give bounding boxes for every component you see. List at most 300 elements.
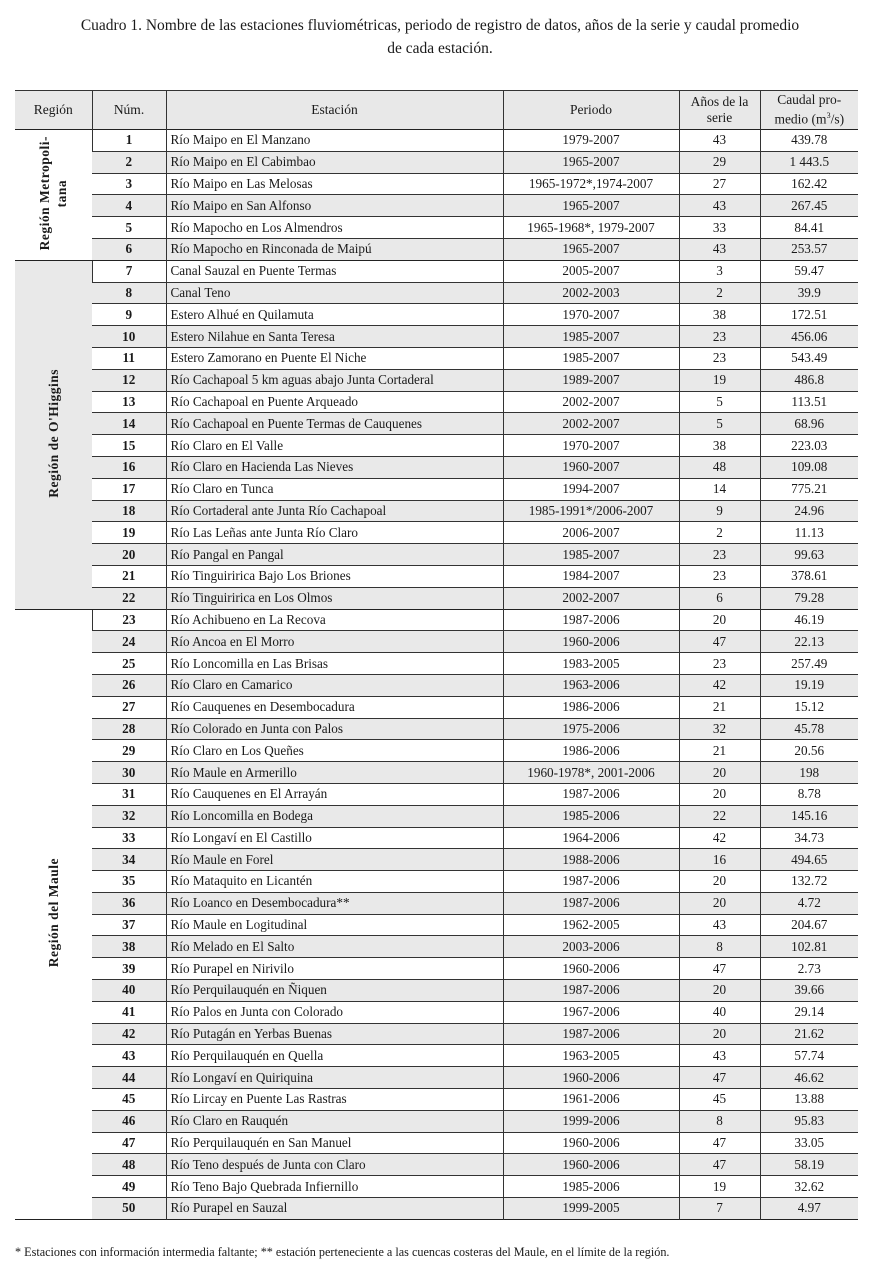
- cell-anos: 6: [679, 587, 760, 609]
- cell-estacion: Río Longaví en Quiriquina: [166, 1067, 503, 1089]
- cell-periodo: 1960-1978*, 2001-2006: [503, 762, 679, 784]
- cell-estacion: Río Cauquenes en Desembocadura: [166, 696, 503, 718]
- cell-periodo: 1999-2006: [503, 1110, 679, 1132]
- table-row: [15, 1045, 858, 1067]
- cell-caudal: 253.57: [760, 238, 858, 260]
- table-row: [15, 1198, 858, 1220]
- table-row: [15, 217, 858, 239]
- cell-anos: 2: [679, 522, 760, 544]
- cell-num: 10: [92, 326, 166, 348]
- header-estacion: Estación: [166, 91, 503, 130]
- table-row: [15, 456, 858, 478]
- cell-estacion: Río Mapocho en Los Almendros: [166, 217, 503, 239]
- cell-estacion: Río Maipo en El Cabimbao: [166, 151, 503, 173]
- cell-estacion: Río Teno después de Junta con Claro: [166, 1154, 503, 1176]
- cell-caudal: 46.19: [760, 609, 858, 631]
- cell-num: 20: [92, 544, 166, 566]
- cell-estacion: Río Cachapoal en Puente Arqueado: [166, 391, 503, 413]
- cell-periodo: 1985-1991*/2006-2007: [503, 500, 679, 522]
- cell-anos: 45: [679, 1089, 760, 1111]
- table-header-row: [15, 91, 858, 130]
- table-row: [15, 347, 858, 369]
- cell-caudal: 8.78: [760, 783, 858, 805]
- cell-estacion: Río Maipo en San Alfonso: [166, 195, 503, 217]
- cell-anos: 3: [679, 260, 760, 282]
- cell-anos: 47: [679, 1132, 760, 1154]
- cell-estacion: Estero Zamorano en Puente El Niche: [166, 347, 503, 369]
- cell-estacion: Río Las Leñas ante Junta Río Claro: [166, 522, 503, 544]
- cell-anos: 20: [679, 783, 760, 805]
- header-periodo: Periodo: [503, 91, 679, 130]
- cell-periodo: 1975-2006: [503, 718, 679, 740]
- cell-anos: 19: [679, 1176, 760, 1198]
- table-row: [15, 718, 858, 740]
- cell-anos: 47: [679, 1067, 760, 1089]
- cell-caudal: 33.05: [760, 1132, 858, 1154]
- cell-num: 42: [92, 1023, 166, 1045]
- cell-periodo: 1987-2006: [503, 871, 679, 893]
- cell-anos: 21: [679, 696, 760, 718]
- cell-periodo: 1989-2007: [503, 369, 679, 391]
- cell-anos: 40: [679, 1001, 760, 1023]
- cell-estacion: Río Tinguiririca Bajo Los Briones: [166, 565, 503, 587]
- table-row: [15, 762, 858, 784]
- cell-anos: 23: [679, 544, 760, 566]
- cell-anos: 20: [679, 980, 760, 1002]
- cell-num: 18: [92, 500, 166, 522]
- cell-estacion: Estero Nilahue en Santa Teresa: [166, 326, 503, 348]
- cell-num: 45: [92, 1089, 166, 1111]
- cell-num: 35: [92, 871, 166, 893]
- table-row: [15, 522, 858, 544]
- cell-estacion: Río Maipo en Las Melosas: [166, 173, 503, 195]
- cell-periodo: 1961-2006: [503, 1089, 679, 1111]
- cell-periodo: 1964-2006: [503, 827, 679, 849]
- table-row: [15, 1089, 858, 1111]
- cell-anos: 20: [679, 609, 760, 631]
- cell-num: 6: [92, 238, 166, 260]
- cell-num: 44: [92, 1067, 166, 1089]
- cell-caudal: 19.19: [760, 674, 858, 696]
- cell-anos: 22: [679, 805, 760, 827]
- cell-num: 46: [92, 1110, 166, 1132]
- table-row: [15, 653, 858, 675]
- cell-anos: 5: [679, 413, 760, 435]
- cell-periodo: 1987-2006: [503, 783, 679, 805]
- cell-periodo: 2002-2003: [503, 282, 679, 304]
- cell-estacion: Río Cauquenes en El Arrayán: [166, 783, 503, 805]
- cell-periodo: 1988-2006: [503, 849, 679, 871]
- cell-estacion: Río Melado en El Salto: [166, 936, 503, 958]
- cell-caudal: 172.51: [760, 304, 858, 326]
- cell-estacion: Río Claro en Los Queñes: [166, 740, 503, 762]
- cell-periodo: 1965-2007: [503, 238, 679, 260]
- cell-num: 32: [92, 805, 166, 827]
- cell-anos: 2: [679, 282, 760, 304]
- cell-num: 23: [92, 609, 166, 631]
- cell-estacion: Río Cortaderal ante Junta Río Cachapoal: [166, 500, 503, 522]
- cell-caudal: 39.66: [760, 980, 858, 1002]
- cell-anos: 23: [679, 565, 760, 587]
- cell-caudal: 29.14: [760, 1001, 858, 1023]
- cell-periodo: 1986-2006: [503, 696, 679, 718]
- cell-num: 30: [92, 762, 166, 784]
- cell-caudal: 99.63: [760, 544, 858, 566]
- region-cell: [15, 130, 92, 261]
- table-row: [15, 805, 858, 827]
- cell-caudal: 57.74: [760, 1045, 858, 1067]
- cell-periodo: 2005-2007: [503, 260, 679, 282]
- cell-caudal: 486.8: [760, 369, 858, 391]
- cell-num: 7: [92, 260, 166, 282]
- cell-anos: 19: [679, 369, 760, 391]
- header-caudal: Caudal pro-medio $(m^3/s)$: [760, 91, 858, 130]
- cell-periodo: 2003-2006: [503, 936, 679, 958]
- cell-anos: 43: [679, 130, 760, 152]
- cell-caudal: 15.12: [760, 696, 858, 718]
- region-label: Región de O'Higgins: [45, 368, 61, 498]
- cell-periodo: 1967-2006: [503, 1001, 679, 1023]
- cell-num: 26: [92, 674, 166, 696]
- table-row: [15, 631, 858, 653]
- header-region: Región: [15, 91, 92, 130]
- cell-anos: 20: [679, 762, 760, 784]
- cell-periodo: 1965-1968*, 1979-2007: [503, 217, 679, 239]
- cell-anos: 20: [679, 871, 760, 893]
- cell-periodo: 1987-2006: [503, 609, 679, 631]
- cell-num: 1: [92, 130, 166, 152]
- cell-caudal: 162.42: [760, 173, 858, 195]
- cell-estacion: Río Ancoa en El Morro: [166, 631, 503, 653]
- cell-anos: 47: [679, 631, 760, 653]
- region-label: Región Metropoli- tana: [37, 136, 70, 251]
- cell-anos: 21: [679, 740, 760, 762]
- cell-caudal: 11.13: [760, 522, 858, 544]
- cell-anos: 16: [679, 849, 760, 871]
- cell-num: 5: [92, 217, 166, 239]
- cell-estacion: Río Claro en El Valle: [166, 435, 503, 457]
- cell-caudal: 2.73: [760, 958, 858, 980]
- stations-table: [15, 90, 858, 1220]
- table-row: [15, 369, 858, 391]
- table-row: [15, 1176, 858, 1198]
- cell-anos: 23: [679, 347, 760, 369]
- cell-estacion: Río Cachapoal en Puente Termas de Cauquenes: [166, 413, 503, 435]
- cell-num: 48: [92, 1154, 166, 1176]
- cell-caudal: 204.67: [760, 914, 858, 936]
- table-row: [15, 544, 858, 566]
- cell-periodo: 1965-2007: [503, 195, 679, 217]
- cell-caudal: 68.96: [760, 413, 858, 435]
- table-row: [15, 980, 858, 1002]
- table-row: [15, 565, 858, 587]
- cell-periodo: 2002-2007: [503, 391, 679, 413]
- cell-periodo: 1965-1972*,1974-2007: [503, 173, 679, 195]
- table-row: [15, 391, 858, 413]
- cell-caudal: 102.81: [760, 936, 858, 958]
- cell-periodo: 1962-2005: [503, 914, 679, 936]
- table-row: [15, 238, 858, 260]
- cell-estacion: Río Perquilauquén en Quella: [166, 1045, 503, 1067]
- table-row: [15, 130, 858, 152]
- cell-caudal: 456.06: [760, 326, 858, 348]
- cell-anos: 32: [679, 718, 760, 740]
- table-row: [15, 849, 858, 871]
- caption-line-2: de cada estación.: [387, 40, 493, 57]
- cell-periodo: 1994-2007: [503, 478, 679, 500]
- cell-periodo: 1960-2006: [503, 958, 679, 980]
- cell-periodo: 1985-2006: [503, 1176, 679, 1198]
- table-row: [15, 151, 858, 173]
- cell-anos: 47: [679, 958, 760, 980]
- cell-caudal: 84.41: [760, 217, 858, 239]
- cell-caudal: 20.56: [760, 740, 858, 762]
- cell-num: 36: [92, 892, 166, 914]
- cell-estacion: Río Achibueno en La Recova: [166, 609, 503, 631]
- cell-estacion: Río Perquilauquén en San Manuel: [166, 1132, 503, 1154]
- cell-anos: 48: [679, 456, 760, 478]
- table-row: [15, 740, 858, 762]
- cell-periodo: 1960-2006: [503, 1067, 679, 1089]
- cell-estacion: Río Purapel en Sauzal: [166, 1198, 503, 1220]
- cell-caudal: 39.9: [760, 282, 858, 304]
- cell-periodo: 1965-2007: [503, 151, 679, 173]
- cell-num: 47: [92, 1132, 166, 1154]
- table-row: [15, 173, 858, 195]
- cell-estacion: Río Perquilauquén en Ñiquen: [166, 980, 503, 1002]
- cell-anos: 29: [679, 151, 760, 173]
- header-num: Núm.: [92, 91, 166, 130]
- cell-periodo: 1963-2006: [503, 674, 679, 696]
- cell-estacion: Río Putagán en Yerbas Buenas: [166, 1023, 503, 1045]
- cell-anos: 20: [679, 1023, 760, 1045]
- cell-caudal: 24.96: [760, 500, 858, 522]
- cell-caudal: 4.72: [760, 892, 858, 914]
- cell-estacion: Canal Sauzal en Puente Termas: [166, 260, 503, 282]
- cell-num: 33: [92, 827, 166, 849]
- table-row: [15, 696, 858, 718]
- cell-periodo: 1960-2006: [503, 631, 679, 653]
- cell-caudal: 267.45: [760, 195, 858, 217]
- header-anos: Años de la serie: [679, 91, 760, 130]
- cell-estacion: Río Claro en Hacienda Las Nieves: [166, 456, 503, 478]
- cell-caudal: 45.78: [760, 718, 858, 740]
- table-row: [15, 260, 858, 282]
- cell-anos: 23: [679, 653, 760, 675]
- cell-periodo: 1970-2007: [503, 304, 679, 326]
- cell-num: 41: [92, 1001, 166, 1023]
- cell-periodo: 1985-2006: [503, 805, 679, 827]
- cell-anos: 9: [679, 500, 760, 522]
- cell-estacion: Río Palos en Junta con Colorado: [166, 1001, 503, 1023]
- cell-caudal: 22.13: [760, 631, 858, 653]
- cell-num: 37: [92, 914, 166, 936]
- cell-caudal: 32.62: [760, 1176, 858, 1198]
- cell-num: 49: [92, 1176, 166, 1198]
- cell-caudal: 13.88: [760, 1089, 858, 1111]
- table-row: [15, 674, 858, 696]
- cell-anos: 33: [679, 217, 760, 239]
- table-row: [15, 195, 858, 217]
- cell-num: 14: [92, 413, 166, 435]
- cell-periodo: 1987-2006: [503, 980, 679, 1002]
- table-row: [15, 1023, 858, 1045]
- cell-num: 9: [92, 304, 166, 326]
- cell-anos: 43: [679, 195, 760, 217]
- cell-num: 22: [92, 587, 166, 609]
- cell-caudal: 223.03: [760, 435, 858, 457]
- cell-num: 50: [92, 1198, 166, 1220]
- table-row: [15, 1132, 858, 1154]
- table-row: [15, 500, 858, 522]
- cell-estacion: Río Claro en Camarico: [166, 674, 503, 696]
- table-row: [15, 783, 858, 805]
- cell-caudal: 1 443.5: [760, 151, 858, 173]
- cell-anos: 38: [679, 435, 760, 457]
- cell-caudal: 95.83: [760, 1110, 858, 1132]
- cell-caudal: 198: [760, 762, 858, 784]
- cell-num: 15: [92, 435, 166, 457]
- table-caption: [40, 14, 840, 60]
- cell-periodo: 1985-2007: [503, 326, 679, 348]
- cell-anos: 27: [679, 173, 760, 195]
- cell-caudal: 378.61: [760, 565, 858, 587]
- cell-anos: 8: [679, 1110, 760, 1132]
- table-row: [15, 936, 858, 958]
- cell-caudal: 4.97: [760, 1198, 858, 1220]
- cell-periodo: 1984-2007: [503, 565, 679, 587]
- cell-num: 27: [92, 696, 166, 718]
- cell-caudal: 145.16: [760, 805, 858, 827]
- cell-periodo: 1987-2006: [503, 892, 679, 914]
- cell-periodo: 1999-2005: [503, 1198, 679, 1220]
- cell-estacion: Río Claro en Tunca: [166, 478, 503, 500]
- cell-caudal: 132.72: [760, 871, 858, 893]
- table-row: [15, 914, 858, 936]
- cell-caudal: 58.19: [760, 1154, 858, 1176]
- cell-periodo: 1963-2005: [503, 1045, 679, 1067]
- cell-caudal: 775.21: [760, 478, 858, 500]
- cell-num: 28: [92, 718, 166, 740]
- cell-num: 16: [92, 456, 166, 478]
- table-row: [15, 282, 858, 304]
- cell-num: 4: [92, 195, 166, 217]
- cell-num: 8: [92, 282, 166, 304]
- cell-estacion: Río Mataquito en Licantén: [166, 871, 503, 893]
- table-row: [15, 587, 858, 609]
- cell-anos: 8: [679, 936, 760, 958]
- cell-num: 12: [92, 369, 166, 391]
- cell-caudal: 109.08: [760, 456, 858, 478]
- cell-anos: 38: [679, 304, 760, 326]
- cell-caudal: 439.78: [760, 130, 858, 152]
- cell-periodo: 1960-2006: [503, 1132, 679, 1154]
- footnote: * Estaciones con información intermedia faltante; ** estación perteneciente a las cuencas costeras del Maule, en el límite de la región.: [15, 1245, 670, 1259]
- cell-periodo: 1960-2006: [503, 1154, 679, 1176]
- cell-estacion: Río Colorado en Junta con Palos: [166, 718, 503, 740]
- cell-num: 19: [92, 522, 166, 544]
- cell-periodo: 1979-2007: [503, 130, 679, 152]
- region-cell: [15, 609, 92, 1219]
- table-row: [15, 827, 858, 849]
- cell-estacion: Río Maule en Logitudinal: [166, 914, 503, 936]
- table-row: [15, 413, 858, 435]
- cell-caudal: 494.65: [760, 849, 858, 871]
- table-row: [15, 871, 858, 893]
- region-label: Región del Maule: [45, 858, 61, 968]
- cell-num: 31: [92, 783, 166, 805]
- cell-periodo: 2002-2007: [503, 413, 679, 435]
- cell-estacion: Río Loncomilla en Las Brisas: [166, 653, 503, 675]
- cell-anos: 43: [679, 1045, 760, 1067]
- cell-estacion: Río Pangal en Pangal: [166, 544, 503, 566]
- cell-anos: 43: [679, 238, 760, 260]
- table-row: [15, 609, 858, 631]
- cell-estacion: Río Loanco en Desembocadura**: [166, 892, 503, 914]
- cell-num: 29: [92, 740, 166, 762]
- cell-estacion: Río Maule en Armerillo: [166, 762, 503, 784]
- cell-periodo: 1985-2007: [503, 544, 679, 566]
- cell-estacion: Río Tinguiririca en Los Olmos: [166, 587, 503, 609]
- cell-anos: 14: [679, 478, 760, 500]
- cell-estacion: Río Maule en Forel: [166, 849, 503, 871]
- cell-num: 24: [92, 631, 166, 653]
- cell-periodo: 2002-2007: [503, 587, 679, 609]
- table-row: [15, 1067, 858, 1089]
- cell-caudal: 257.49: [760, 653, 858, 675]
- cell-caudal: 113.51: [760, 391, 858, 413]
- cell-num: 38: [92, 936, 166, 958]
- cell-anos: 42: [679, 827, 760, 849]
- cell-estacion: Río Purapel en Nirivilo: [166, 958, 503, 980]
- table-row: [15, 958, 858, 980]
- cell-periodo: 1985-2007: [503, 347, 679, 369]
- cell-num: 40: [92, 980, 166, 1002]
- table-row: [15, 1110, 858, 1132]
- table-row: [15, 304, 858, 326]
- cell-periodo: 1960-2007: [503, 456, 679, 478]
- table-row: [15, 435, 858, 457]
- cell-anos: 7: [679, 1198, 760, 1220]
- table-row: [15, 892, 858, 914]
- table-row: [15, 1001, 858, 1023]
- cell-caudal: 34.73: [760, 827, 858, 849]
- cell-num: 2: [92, 151, 166, 173]
- cell-periodo: 1970-2007: [503, 435, 679, 457]
- cell-anos: 23: [679, 326, 760, 348]
- cell-periodo: 1983-2005: [503, 653, 679, 675]
- cell-estacion: Río Teno Bajo Quebrada Infiernillo: [166, 1176, 503, 1198]
- cell-estacion: Río Claro en Rauquén: [166, 1110, 503, 1132]
- cell-caudal: 79.28: [760, 587, 858, 609]
- cell-estacion: Río Longaví en El Castillo: [166, 827, 503, 849]
- cell-estacion: Estero Alhué en Quilamuta: [166, 304, 503, 326]
- cell-periodo: 2006-2007: [503, 522, 679, 544]
- caption-line-1: Cuadro 1. Nombre de las estaciones fluviométricas, periodo de registro de datos, años de la serie y caudal promedio: [80, 17, 800, 34]
- cell-num: 11: [92, 347, 166, 369]
- cell-estacion: Río Cachapoal 5 km aguas abajo Junta Cortaderal: [166, 369, 503, 391]
- cell-num: 34: [92, 849, 166, 871]
- cell-periodo: 1986-2006: [503, 740, 679, 762]
- cell-estacion: Río Mapocho en Rinconada de Maipú: [166, 238, 503, 260]
- cell-num: 43: [92, 1045, 166, 1067]
- cell-estacion: Río Lircay en Puente Las Rastras: [166, 1089, 503, 1111]
- cell-periodo: 1987-2006: [503, 1023, 679, 1045]
- cell-anos: 42: [679, 674, 760, 696]
- cell-estacion: Canal Teno: [166, 282, 503, 304]
- table-row: [15, 1154, 858, 1176]
- cell-num: 39: [92, 958, 166, 980]
